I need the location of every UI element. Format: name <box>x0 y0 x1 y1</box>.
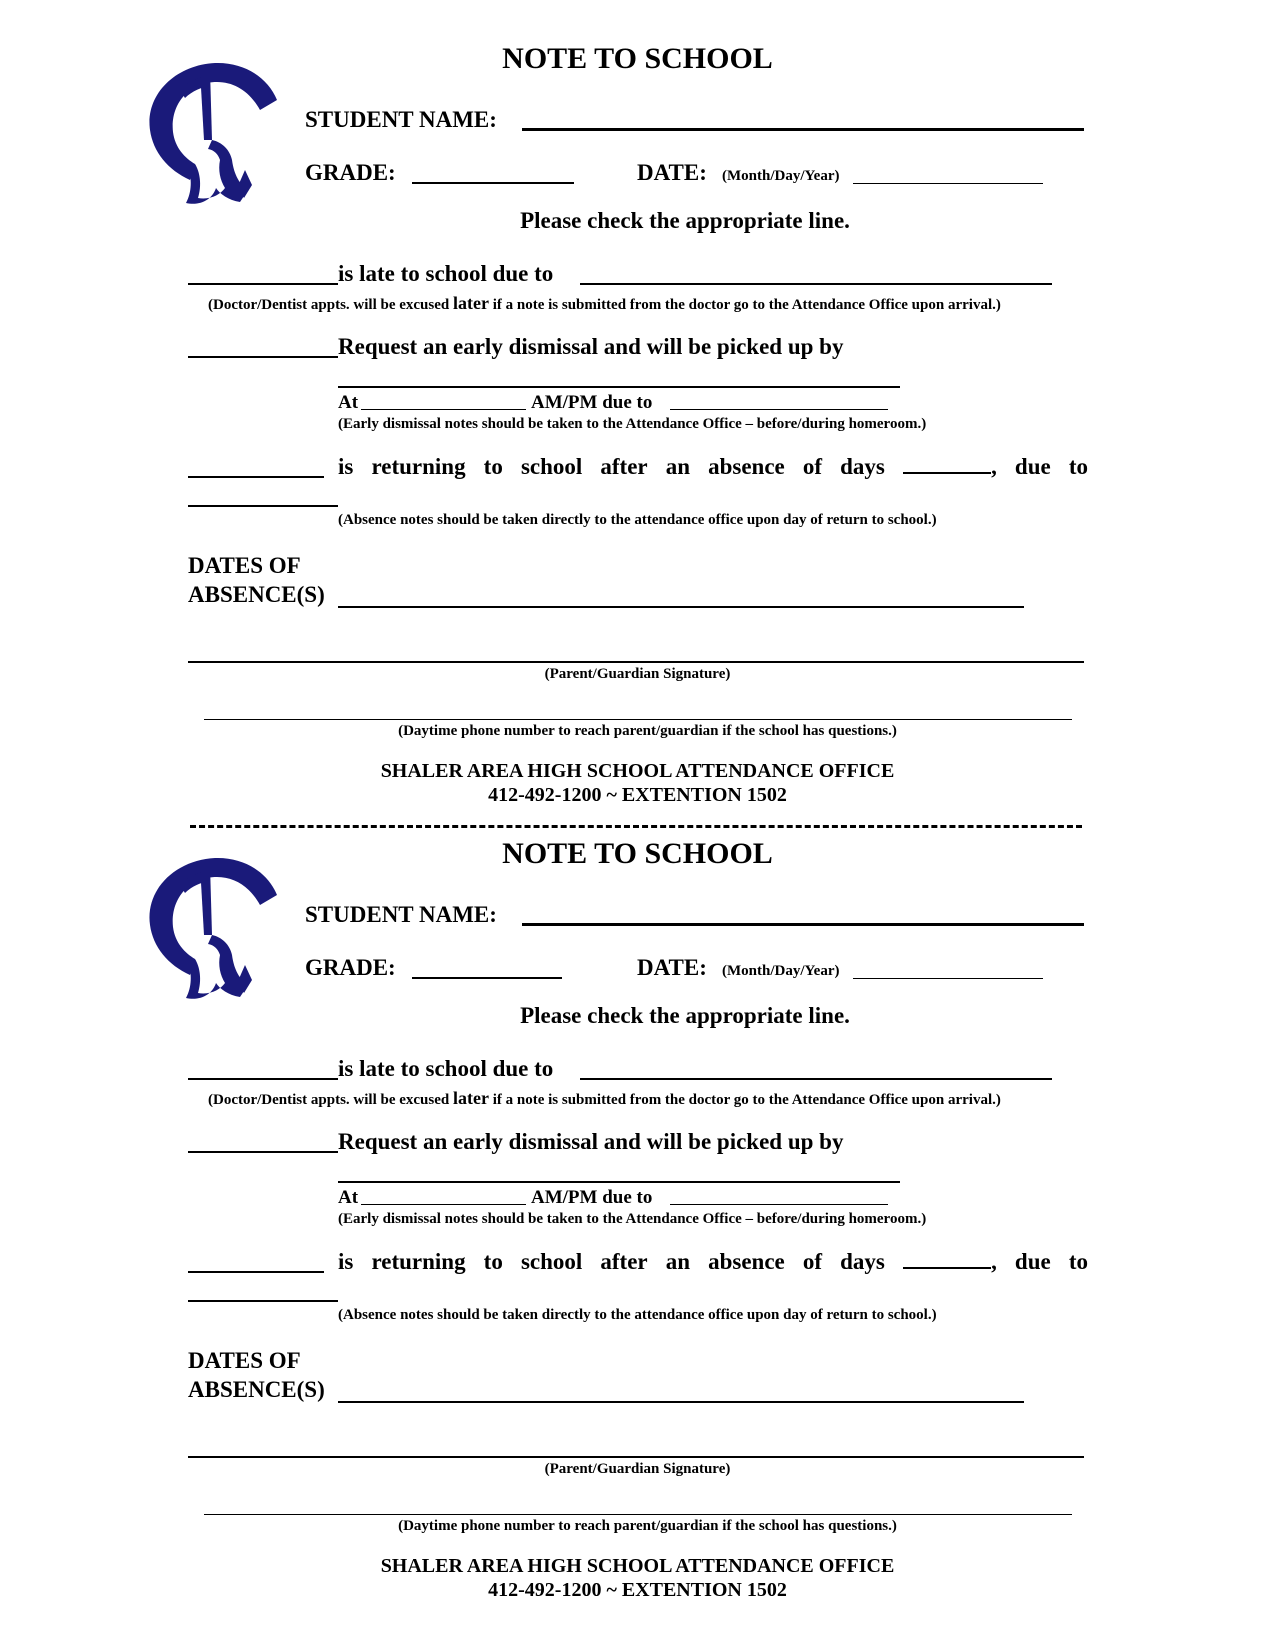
office-name: SHALER AREA HIGH SCHOOL ATTENDANCE OFFICE <box>380 760 895 782</box>
date-label: DATE: <box>637 160 707 185</box>
returning-check-line[interactable] <box>188 476 324 478</box>
returning-sentence <box>338 454 1088 480</box>
student-name-line[interactable] <box>522 923 1084 926</box>
late-reason-line[interactable] <box>580 1078 1052 1080</box>
date-hint: (Month/Day/Year) <box>722 168 840 184</box>
returning-word: school <box>520 1249 583 1274</box>
dismissal-text: Request an early dismissal and will be picked up by <box>338 1129 844 1154</box>
days-blank[interactable] <box>903 1249 991 1269</box>
pickup-person-line[interactable] <box>338 1181 900 1183</box>
date-line[interactable] <box>853 183 1043 184</box>
returning-comma: , <box>991 454 997 479</box>
grade-line[interactable] <box>412 977 562 979</box>
late-note-prefix: (Doctor/Dentist appts. will be excused <box>208 1092 450 1108</box>
late-check-line[interactable] <box>188 283 338 285</box>
returning-word: days <box>840 1249 885 1274</box>
returning-word: an <box>665 1249 691 1274</box>
late-note-prefix: (Doctor/Dentist appts. will be excused <box>208 297 450 313</box>
returning-note: (Absence notes should be taken directly to the attendance office upon day of return to school.) <box>338 1307 937 1323</box>
student-name-label: STUDENT NAME: <box>305 107 497 132</box>
returning-due: due <box>1014 454 1051 479</box>
dismissal-note: (Early dismissal notes should be taken to the Attendance Office – before/during homeroom.) <box>338 416 927 432</box>
at-label: At <box>338 1187 359 1208</box>
dismissal-note: (Early dismissal notes should be taken to the Attendance Office – before/during homeroom.) <box>338 1211 927 1227</box>
returning-to: to <box>1068 1249 1088 1274</box>
pickup-time-line[interactable] <box>361 1204 526 1205</box>
grade-line[interactable] <box>412 182 574 184</box>
returning-word: to <box>483 454 503 479</box>
form-title: NOTE TO SCHOOL <box>502 42 773 75</box>
signature-line[interactable] <box>188 661 1084 663</box>
returning-word: is <box>338 1249 354 1274</box>
office-phone: 412-492-1200 ~ EXTENTION 1502 <box>488 1579 787 1601</box>
date-label: DATE: <box>637 955 707 980</box>
signature-line[interactable] <box>188 1456 1084 1458</box>
at-label: At <box>338 392 359 413</box>
spartan-helmet-logo <box>140 855 290 1005</box>
instruction: Please check the appropriate line. <box>520 1003 850 1028</box>
returning-word: of <box>802 454 823 479</box>
signature-label: (Parent/Guardian Signature) <box>544 1461 731 1477</box>
ampm-label: AM/PM due to <box>531 392 653 413</box>
late-text: is late to school due to <box>338 1056 554 1081</box>
absence-reason-line[interactable] <box>188 1300 338 1302</box>
signature-label: (Parent/Guardian Signature) <box>544 666 731 682</box>
dismissal-check-line[interactable] <box>188 1151 338 1153</box>
returning-word: after <box>600 454 648 479</box>
phone-label: (Daytime phone number to reach parent/guardian if the school has questions.) <box>398 1518 897 1534</box>
returning-word: returning <box>371 1249 466 1274</box>
absences-label: ABSENCE(S) <box>188 1377 325 1402</box>
returning-word: returning <box>371 454 466 479</box>
late-note <box>208 1088 1001 1109</box>
returning-check-line[interactable] <box>188 1271 324 1273</box>
returning-word: after <box>600 1249 648 1274</box>
late-check-line[interactable] <box>188 1078 338 1080</box>
returning-to: to <box>1068 454 1088 479</box>
days-blank[interactable] <box>903 454 991 474</box>
dates-of-absence-line[interactable] <box>338 1401 1024 1403</box>
ampm-label: AM/PM due to <box>531 1187 653 1208</box>
phone-line[interactable] <box>204 1514 1072 1515</box>
late-note-suffix: if a note is submitted from the doctor go to the Attendance Office upon arrival.) <box>492 1092 1001 1108</box>
late-text: is late to school due to <box>338 261 554 286</box>
returning-word: of <box>802 1249 823 1274</box>
phone-label: (Daytime phone number to reach parent/guardian if the school has questions.) <box>398 723 897 739</box>
dismissal-reason-line[interactable] <box>670 409 888 410</box>
grade-label: GRADE: <box>305 160 396 185</box>
returning-word: is <box>338 454 354 479</box>
returning-word: school <box>520 454 583 479</box>
note-form-2 <box>0 795 1275 1601</box>
dates-of-label: DATES OF <box>188 553 301 578</box>
late-note-later: later <box>452 293 489 313</box>
office-phone: 412-492-1200 ~ EXTENTION 1502 <box>488 784 787 806</box>
note-form-1 <box>0 0 1275 806</box>
returning-note: (Absence notes should be taken directly to the attendance office upon day of return to school.) <box>338 512 937 528</box>
grade-label: GRADE: <box>305 955 396 980</box>
dates-of-label: DATES OF <box>188 1348 301 1373</box>
returning-comma: , <box>991 1249 997 1274</box>
instruction: Please check the appropriate line. <box>520 208 850 233</box>
pickup-time-line[interactable] <box>361 409 526 410</box>
returning-word: absence <box>708 1249 785 1274</box>
returning-sentence <box>338 1249 1088 1275</box>
returning-word: absence <box>708 454 785 479</box>
returning-word: to <box>483 1249 503 1274</box>
phone-line[interactable] <box>204 719 1072 720</box>
spartan-helmet-logo <box>140 60 290 210</box>
student-name-label: STUDENT NAME: <box>305 902 497 927</box>
dates-of-absence-line[interactable] <box>338 606 1024 608</box>
late-note-later: later <box>452 1088 489 1108</box>
pickup-person-line[interactable] <box>338 386 900 388</box>
dismissal-reason-line[interactable] <box>670 1204 888 1205</box>
returning-word: an <box>665 454 691 479</box>
student-name-line[interactable] <box>522 128 1084 131</box>
late-note-suffix: if a note is submitted from the doctor go to the Attendance Office upon arrival.) <box>492 297 1001 313</box>
dismissal-text: Request an early dismissal and will be picked up by <box>338 334 844 359</box>
office-name: SHALER AREA HIGH SCHOOL ATTENDANCE OFFICE <box>380 1555 895 1577</box>
dismissal-check-line[interactable] <box>188 356 338 358</box>
absence-reason-line[interactable] <box>188 505 338 507</box>
form-title: NOTE TO SCHOOL <box>502 837 773 870</box>
returning-due: due <box>1014 1249 1051 1274</box>
late-reason-line[interactable] <box>580 283 1052 285</box>
returning-word: days <box>840 454 885 479</box>
absences-label: ABSENCE(S) <box>188 582 325 607</box>
late-note <box>208 293 1001 314</box>
date-hint: (Month/Day/Year) <box>722 963 840 979</box>
date-line[interactable] <box>853 978 1043 979</box>
